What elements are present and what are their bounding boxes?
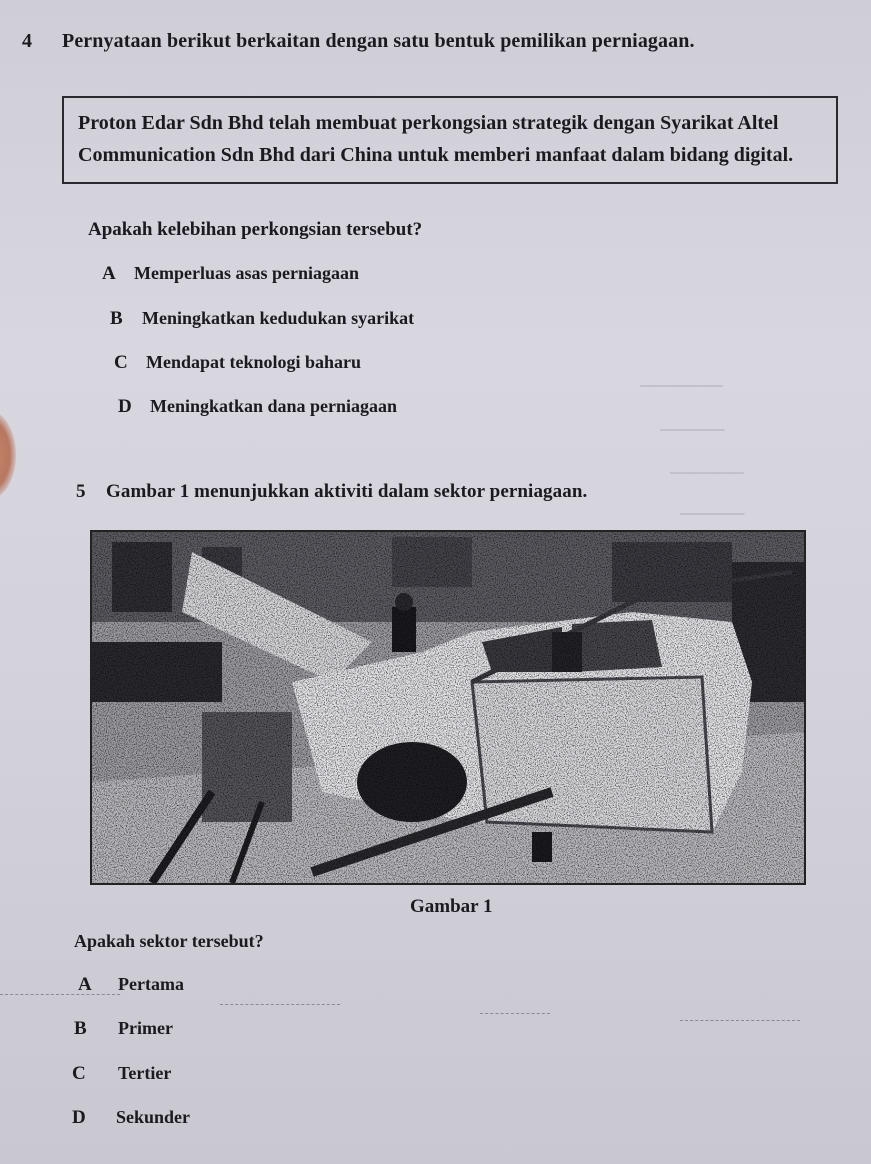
question-5-option-c[interactable]	[72, 1063, 171, 1085]
option-text: Sekunder	[116, 1107, 191, 1127]
question-5-option-a[interactable]	[78, 974, 184, 996]
question-5-number: 5	[76, 481, 86, 502]
bleed-through-mark: ─────────	[640, 378, 723, 393]
factory-assembly-photo	[90, 530, 806, 885]
option-text: Primer	[118, 1018, 173, 1038]
option-letter: C	[114, 352, 128, 373]
bleed-through-mark: ───────	[660, 422, 725, 437]
question-5-option-b[interactable]	[74, 1018, 173, 1040]
pencil-mark-line	[480, 1013, 550, 1014]
option-letter: B	[74, 1018, 87, 1039]
option-letter: C	[72, 1063, 86, 1084]
option-text: Meningkatkan kedudukan syarikat	[142, 308, 415, 328]
question-5-option-d[interactable]	[72, 1107, 190, 1129]
question-4-text: Apakah kelebihan perkongsian tersebut?	[88, 219, 423, 240]
question-5-text: Apakah sektor tersebut?	[74, 931, 264, 951]
question-4-number: 4	[22, 30, 32, 52]
option-text: Tertier	[118, 1063, 172, 1083]
figure-caption: Gambar 1	[410, 896, 493, 917]
stimulus-line-2: Communication Sdn Bhd dari China untuk memberi manfaat dalam bidang digital.	[78, 144, 794, 166]
option-letter: D	[72, 1107, 86, 1128]
pencil-mark-line	[220, 1004, 340, 1005]
pencil-mark-line	[680, 1020, 800, 1021]
bleed-through-mark: ────────	[670, 465, 744, 480]
question-4-option-c[interactable]	[114, 352, 361, 374]
question-4-prompt: Pernyataan berikut berkaitan dengan satu bentuk pemilikan perniagaan.	[62, 30, 695, 52]
option-letter: A	[102, 263, 116, 284]
option-letter: B	[110, 308, 123, 329]
stimulus-line-1: Proton Edar Sdn Bhd telah membuat perkongsian strategik dengan Syarikat Altel	[78, 112, 779, 134]
option-text: Memperluas asas perniagaan	[134, 263, 359, 283]
car-assembly-image	[92, 532, 804, 883]
option-text: Meningkatkan dana perniagaan	[150, 396, 398, 416]
option-letter: A	[78, 974, 92, 995]
finger-shadow	[0, 410, 16, 500]
question-4-option-b[interactable]	[110, 308, 414, 330]
option-text: Mendapat teknologi baharu	[146, 352, 362, 372]
bleed-through-mark: ───────	[680, 506, 745, 521]
question-5-prompt: Gambar 1 menunjukkan aktiviti dalam sektor perniagaan.	[106, 481, 588, 502]
question-4-stimulus-box	[62, 96, 838, 184]
question-4-option-a[interactable]	[102, 263, 359, 285]
question-4-option-d[interactable]	[118, 396, 397, 418]
option-text: Pertama	[118, 974, 184, 994]
option-letter: D	[118, 396, 132, 417]
